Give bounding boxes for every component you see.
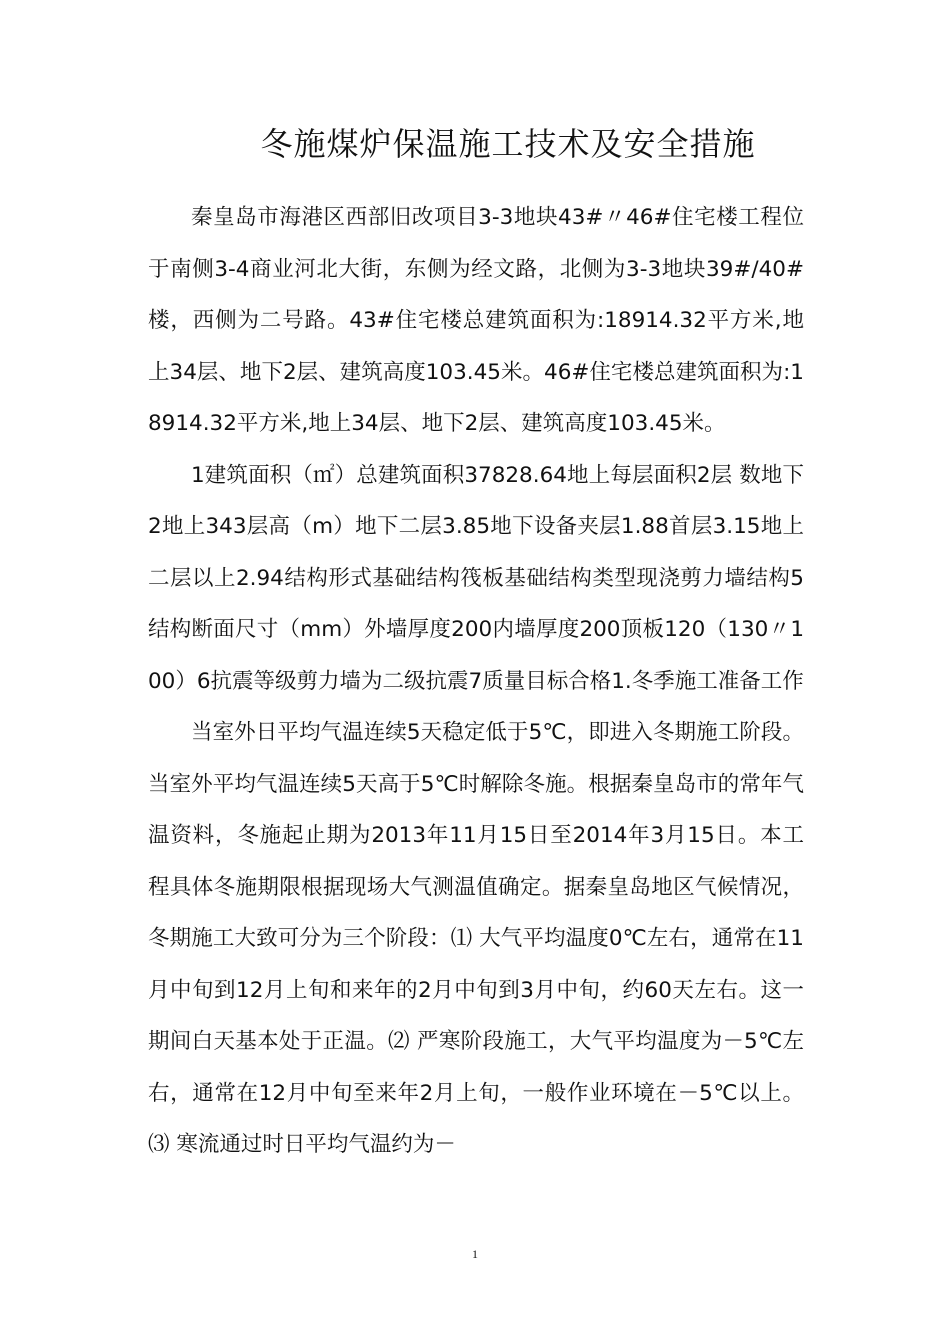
paragraph-winter-construction-period: 当室外日平均气温连续5天稳定低于5℃，即进入冬期施工阶段。当室外平均气温连续5天高于5℃时解除冬施。根据秦皇岛市的常年气温资料，冬施起止期为2013年11月15日至2014年3月15日。本工程具体冬施期限根据现场大气测温值确定。据秦皇岛地区气候情况，冬期施工大致可分为三个阶段：⑴ 大气平均温度0℃左右，通常在11月中旬到12月上旬和来年的2月中旬到3月中旬，约60天左右。这一期间白天基本处于正温。⑵ 严寒阶段施工，大气平均温度为－5℃左右，通常在12月中旬至来年2月上旬，一般作业环境在－5℃以上。⑶ 寒流通过时日平均气温约为－ <box>148 720 804 1157</box>
paragraph-building-parameters: 1建筑面积（㎡）总建筑面积37828.64地上每层面积2层 数地下2地上343层高（m）地下二层3.85地下设备夹层1.88首层3.15地上二层以上2.94结构形式基础结构筏板基础结构类型现浇剪力墙结构5结构断面尺寸（mm）外墙厚度200内墙厚度200顶板120（130〃100）6抗震等级剪力墙为二级抗震7质量目标合格1.冬季施工准备工作 <box>148 462 804 694</box>
document-title: 冬施煤炉保温施工技术及安全措施 <box>260 125 756 163</box>
document-body <box>148 192 804 1171</box>
paragraph-project-overview: 秦皇岛市海港区西部旧改项目3-3地块43#〃46#住宅楼工程位于南侧3-4商业河北大街，东侧为经文路，北侧为3-3地块39#/40#楼，西侧为二号路。43#住宅楼总建筑面积为:18914.32平方米,地上34层、地下2层、建筑高度103.45米。46#住宅楼总建筑面积为:18914.32平方米,地上34层、地下2层、建筑高度103.45米。 <box>148 205 804 436</box>
page-number: 1 <box>472 1247 478 1261</box>
